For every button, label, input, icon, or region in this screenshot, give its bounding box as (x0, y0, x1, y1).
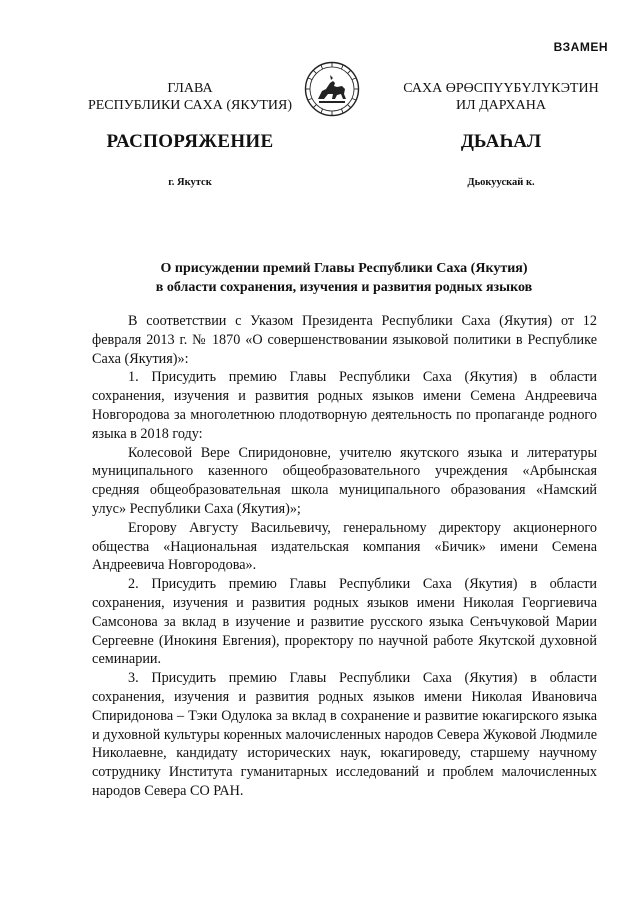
awardee-egorov-paragraph: Егорову Августу Васильевичу, генеральному директору акционерного общества «Национальная издательская компания «Бичик» имени Семена Андреевича Новгородова». (92, 519, 597, 574)
document-type-sakha: ДЬАҺАЛ (460, 131, 542, 152)
awardee-kolesova-paragraph: Колесовой Вере Спиридоновне, учителю якутского языка и литературы муниципального казенного общеобразовательного учреждения «Арбынская средняя общеобразовательная школа муниципального образования «Намский улус» Республики Саха (Якутия)»; (92, 444, 597, 517)
clause-1-paragraph: 1. Присудить премию Главы Республики Саха (Якутия) в области сохранения, изучения и развития родных языков имени Семена Андреевича Новгородова за многолетнюю плодотворную деятельность по пропаганде родного языка в 2018 году: (92, 369, 597, 442)
subject-line-2: в области сохранения, изучения и развития родных языков (155, 280, 533, 295)
clause-3-paragraph: 3. Присудить премию Главы Республики Саха (Якутия) в области сохранения, изучения и развития родных языков имени Николая Ивановича Спиридонова – Тэки Одулока за вклад в сохранение и развитие юкагирского языка и духовной культуры коренных малочисленных народов Севера Жуковой Людмиле Николаевне, кандидату исторических наук, юкагироведу, старшему научному сотруднику Института гуманитарных исследований и проблем малочисленных народов Севера СО РАН. (92, 670, 597, 799)
document-type-russian: РАСПОРЯЖЕНИЕ (106, 131, 274, 152)
document-body (92, 312, 597, 801)
place-russian: г. Якутск (168, 177, 212, 188)
clause-2-paragraph: 2. Присудить премию Главы Республики Саха (Якутия) в области сохранения, изучения и развития родных языков имени Николая Георгиевича Самсонова за вклад в изучение и развитие русского языка Сенъчуковой Марии Сергеевне (Инокиня Евгения), проректору по научной работе Якутской духовной семинарии. (92, 576, 597, 668)
issuer-sakha-line-1: САХА ӨРӨСПҮҮБҮЛҮКЭТИН (403, 81, 599, 96)
coat-of-arms-emblem-icon (304, 61, 360, 117)
stamp-vzamen: ВЗАМЕН (553, 40, 608, 54)
issuer-title-russian (60, 80, 320, 114)
preamble-paragraph: В соответствии с Указом Президента Республики Саха (Якутия) от 12 февраля 2013 г. № 1870 «О совершенствовании языковой политики в Республике Саха (Якутия)»: (92, 313, 597, 367)
subject-line-1: О присуждении премий Главы Республики Саха (Якутия) (160, 261, 528, 276)
issuer-line-1: ГЛАВА (167, 81, 213, 96)
document-subject (92, 259, 596, 297)
issuer-sakha-line-2: ИЛ ДАРХАНА (455, 98, 546, 113)
issuer-title-sakha (372, 80, 630, 114)
issuer-line-2: РЕСПУБЛИКИ САХА (ЯКУТИЯ) (87, 98, 293, 113)
place-sakha: Дьокуускай к. (467, 177, 535, 188)
